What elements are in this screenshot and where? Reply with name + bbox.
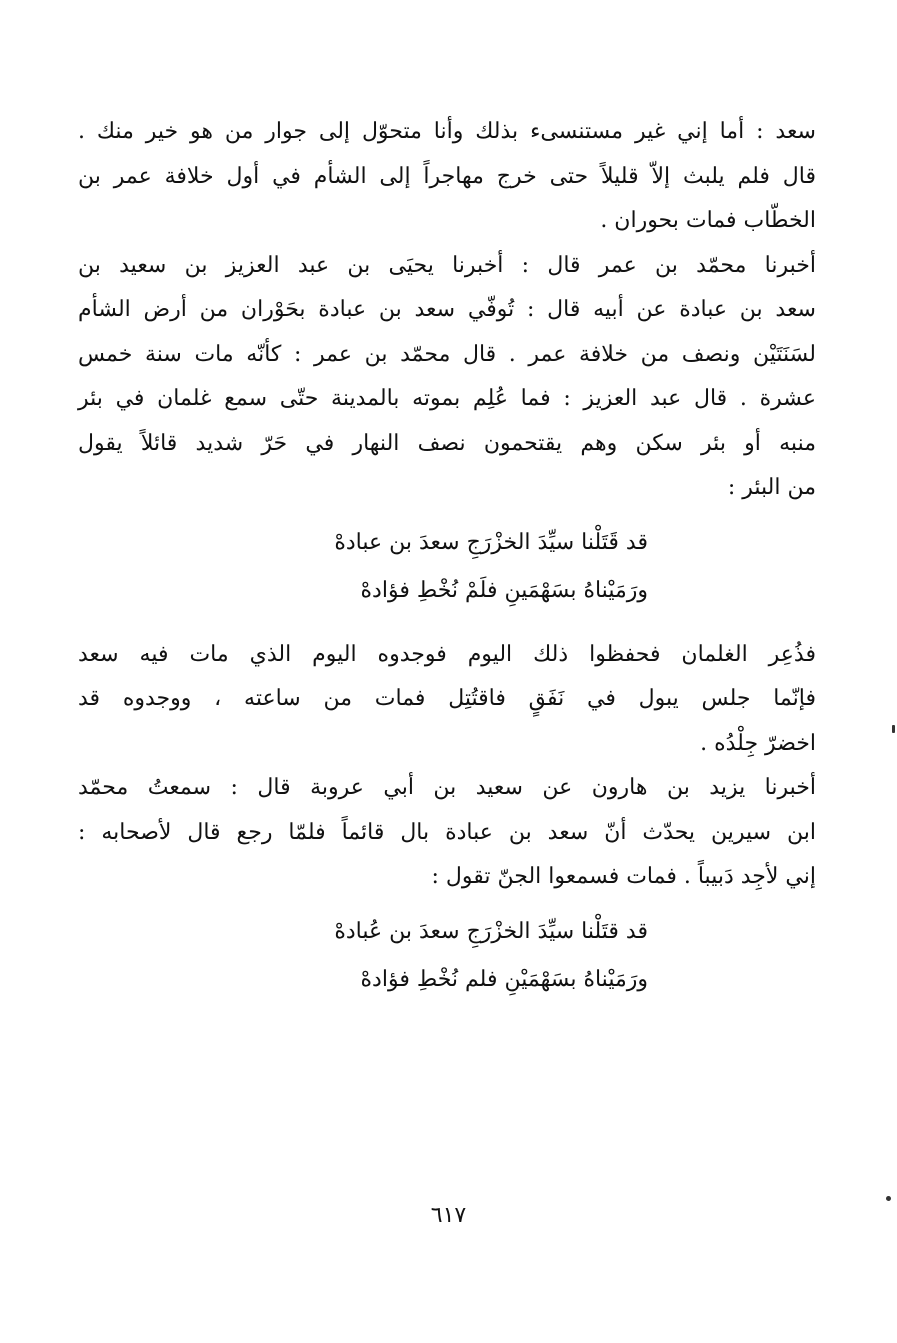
poem-verse: ورَمَيْناهُ بسَهْمَيْنِ فلم نُخْطِ فؤادهْ [360, 966, 648, 992]
text-line: سعد : أما إني غير مستنسىء بذلك وأنا متحوّل إلى جوار من هو خير منك . [78, 119, 816, 144]
text-line: إني لأجِد دَبيباً . فمات فسمعوا الجنّ تقول : [431, 864, 816, 889]
poem-1 [78, 519, 816, 615]
text-line: لسَنَتَيْن ونصف من خلافة عمر . قال محمّد بن عمر : كأنّه مات سنة خمس [78, 341, 816, 367]
text-line: فإنّما جلس يبول في نَفَقٍ فاقتُتِل فمات من ساعته ، ووجدوه قد [78, 686, 816, 711]
text-line: أخبرنا يزيد بن هارون عن سعيد بن أبي عروبة قال : سمعتُ محمّد [78, 775, 816, 800]
text-line: قال فلم يلبث إلاّ قليلاً حتى خرج مهاجراً إلى الشأم في أول خلافة عمر بن [78, 163, 816, 189]
poem-verse: قد قَتَلْنا سيِّدَ الخزْرَجِ سعدَ بن عبادهْ [334, 529, 648, 555]
text-line: اخضرّ جِلْدُه . [700, 730, 816, 756]
text-line: ابن سيرين يحدّث أنّ سعد بن عبادة بال قائماً فلمّا رجع قال لأصحابه : [78, 819, 816, 845]
text-line: عشرة . قال عبد العزيز : فما عُلِم بموته بالمدينة حتّى سمع غلمان في بئر [78, 386, 816, 411]
page-number: ٦١٧ [430, 1203, 467, 1228]
scan-speck [886, 1196, 891, 1201]
text-line: الخطّاب فمات بحوران . [600, 208, 816, 233]
scan-speck [892, 725, 895, 733]
paragraph-4 [78, 766, 816, 900]
text-line: من البئر : [727, 475, 816, 500]
poem-verse: ورَمَيْناهُ بسَهْمَينِ فلَمْ نُخْطِ فؤادهْ [360, 577, 648, 603]
text-line: سعد بن عبادة عن أبيه قال : تُوفّي سعد بن عبادة بحَوْران من أرض الشأم [78, 297, 816, 322]
text-line: أخبرنا محمّد بن عمر قال : أخبرنا يحيَى بن عبد العزيز بن سعيد بن [78, 252, 816, 278]
paragraph-1 [78, 110, 816, 244]
text-line: فذُعِر الغلمان فحفظوا ذلك اليوم فوجدوه اليوم الذي مات فيه سعد [78, 641, 816, 667]
paragraph-2 [78, 244, 816, 511]
spacer [78, 625, 816, 633]
poem-2 [78, 908, 816, 1004]
paragraph-3 [78, 633, 816, 767]
poem-verse: قد قتَلْنا سيِّدَ الخزْرَجِ سعدَ بن عُبادهْ [334, 918, 648, 944]
page-body [78, 110, 816, 1014]
text-line: منبه أو بئر سكن وهم يقتحمون نصف النهار في حَرّ شديد قائلاً يقول [78, 430, 816, 456]
